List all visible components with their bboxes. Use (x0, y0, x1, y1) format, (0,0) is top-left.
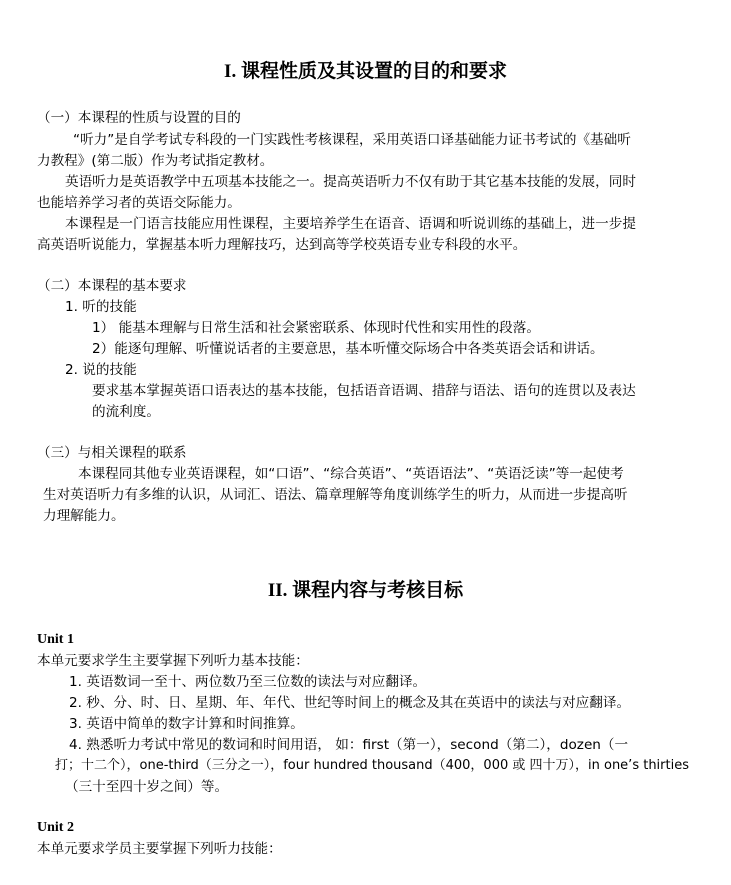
part2-subitem: 1） 能基本理解与日常生活和社会紧密联系、体现时代性和实用性的段落。 (92, 320, 540, 336)
part1-line: 英语听力是英语教学中五项基本技能之一。提高英语听力不仅有助于其它基本技能的发展，同时 (65, 174, 636, 190)
unit1-item: 4. 熟悉听力考试中常见的数词和时间用语， 如：first（第一），second（第二），dozen（一 (69, 737, 629, 753)
unit1-item: 1. 英语数词一至十、两位数乃至三位数的读法与对应翻译。 (69, 674, 427, 690)
part1-line: “听力”是自学考试专科段的一门实践性考核课程，采用英语口译基础能力证书考试的《基础听 (73, 132, 631, 148)
part2-heading: （二）本课程的基本要求 (37, 278, 187, 294)
part3-line: 本课程同其他专业英语课程，如“口语”、“综合英语”、“英语语法”、“英语泛读”等一起使考 (78, 466, 624, 482)
part2-subitem: 2）能逐句理解、听懂说话者的主要意思，基本听懂交际场合中各类英语会话和讲话。 (92, 341, 604, 357)
unit1-item: （三十至四十岁之间）等。 (65, 779, 229, 795)
unit2-intro: 本单元要求学员主要掌握下列听力技能： (37, 841, 282, 857)
part1-line: 也能培养学习者的英语交际能力。 (37, 195, 241, 211)
part3-heading: （三）与相关课程的联系 (37, 445, 187, 461)
part1-line: 本课程是一门语言技能应用性课程，主要培养学生在语音、语调和听说训练的基础上，进一步提 (65, 216, 636, 232)
part3-line: 生对英语听力有多维的认识，从词汇、语法、篇章理解等角度训练学生的听力，从而进一步提高听 (43, 487, 628, 503)
section2-title: II. 课程内容与考核目标 (267, 580, 464, 601)
part2-item-speak: 2. 说的技能 (65, 362, 137, 378)
unit1-label: Unit 1 (37, 632, 74, 647)
unit2-label: Unit 2 (37, 820, 74, 835)
part2-item-listen: 1. 听的技能 (65, 299, 137, 315)
section1-title: I. 课程性质及其设置的目的和要求 (224, 61, 507, 82)
unit1-item: 3. 英语中简单的数字计算和时间推算。 (69, 716, 304, 732)
unit1-item: 2. 秒、分、时、日、星期、年、年代、世纪等时间上的概念及其在英语中的读法与对应翻译。 (69, 695, 631, 711)
part2-item2-line: 要求基本掌握英语口语表达的基本技能，包括语音语调、措辞与语法、语句的连贯以及表达 (92, 383, 636, 399)
part1-heading: （一）本课程的性质与设置的目的 (37, 110, 241, 126)
part1-line: 力教程》(第二版）作为考试指定教材。 (37, 153, 274, 169)
part1-line: 高英语听说能力，掌握基本听力理解技巧，达到高等学校英语专业专科段的水平。 (37, 237, 527, 253)
unit1-intro: 本单元要求学生主要掌握下列听力基本技能： (37, 653, 309, 669)
part3-line: 力理解能力。 (43, 508, 125, 524)
unit1-item: 打；十二个），one-third（三分之一），four hundred thousand（400，000 或 四十万），in one’s thirties (55, 758, 689, 773)
part2-item2-line: 的流利度。 (92, 404, 160, 420)
